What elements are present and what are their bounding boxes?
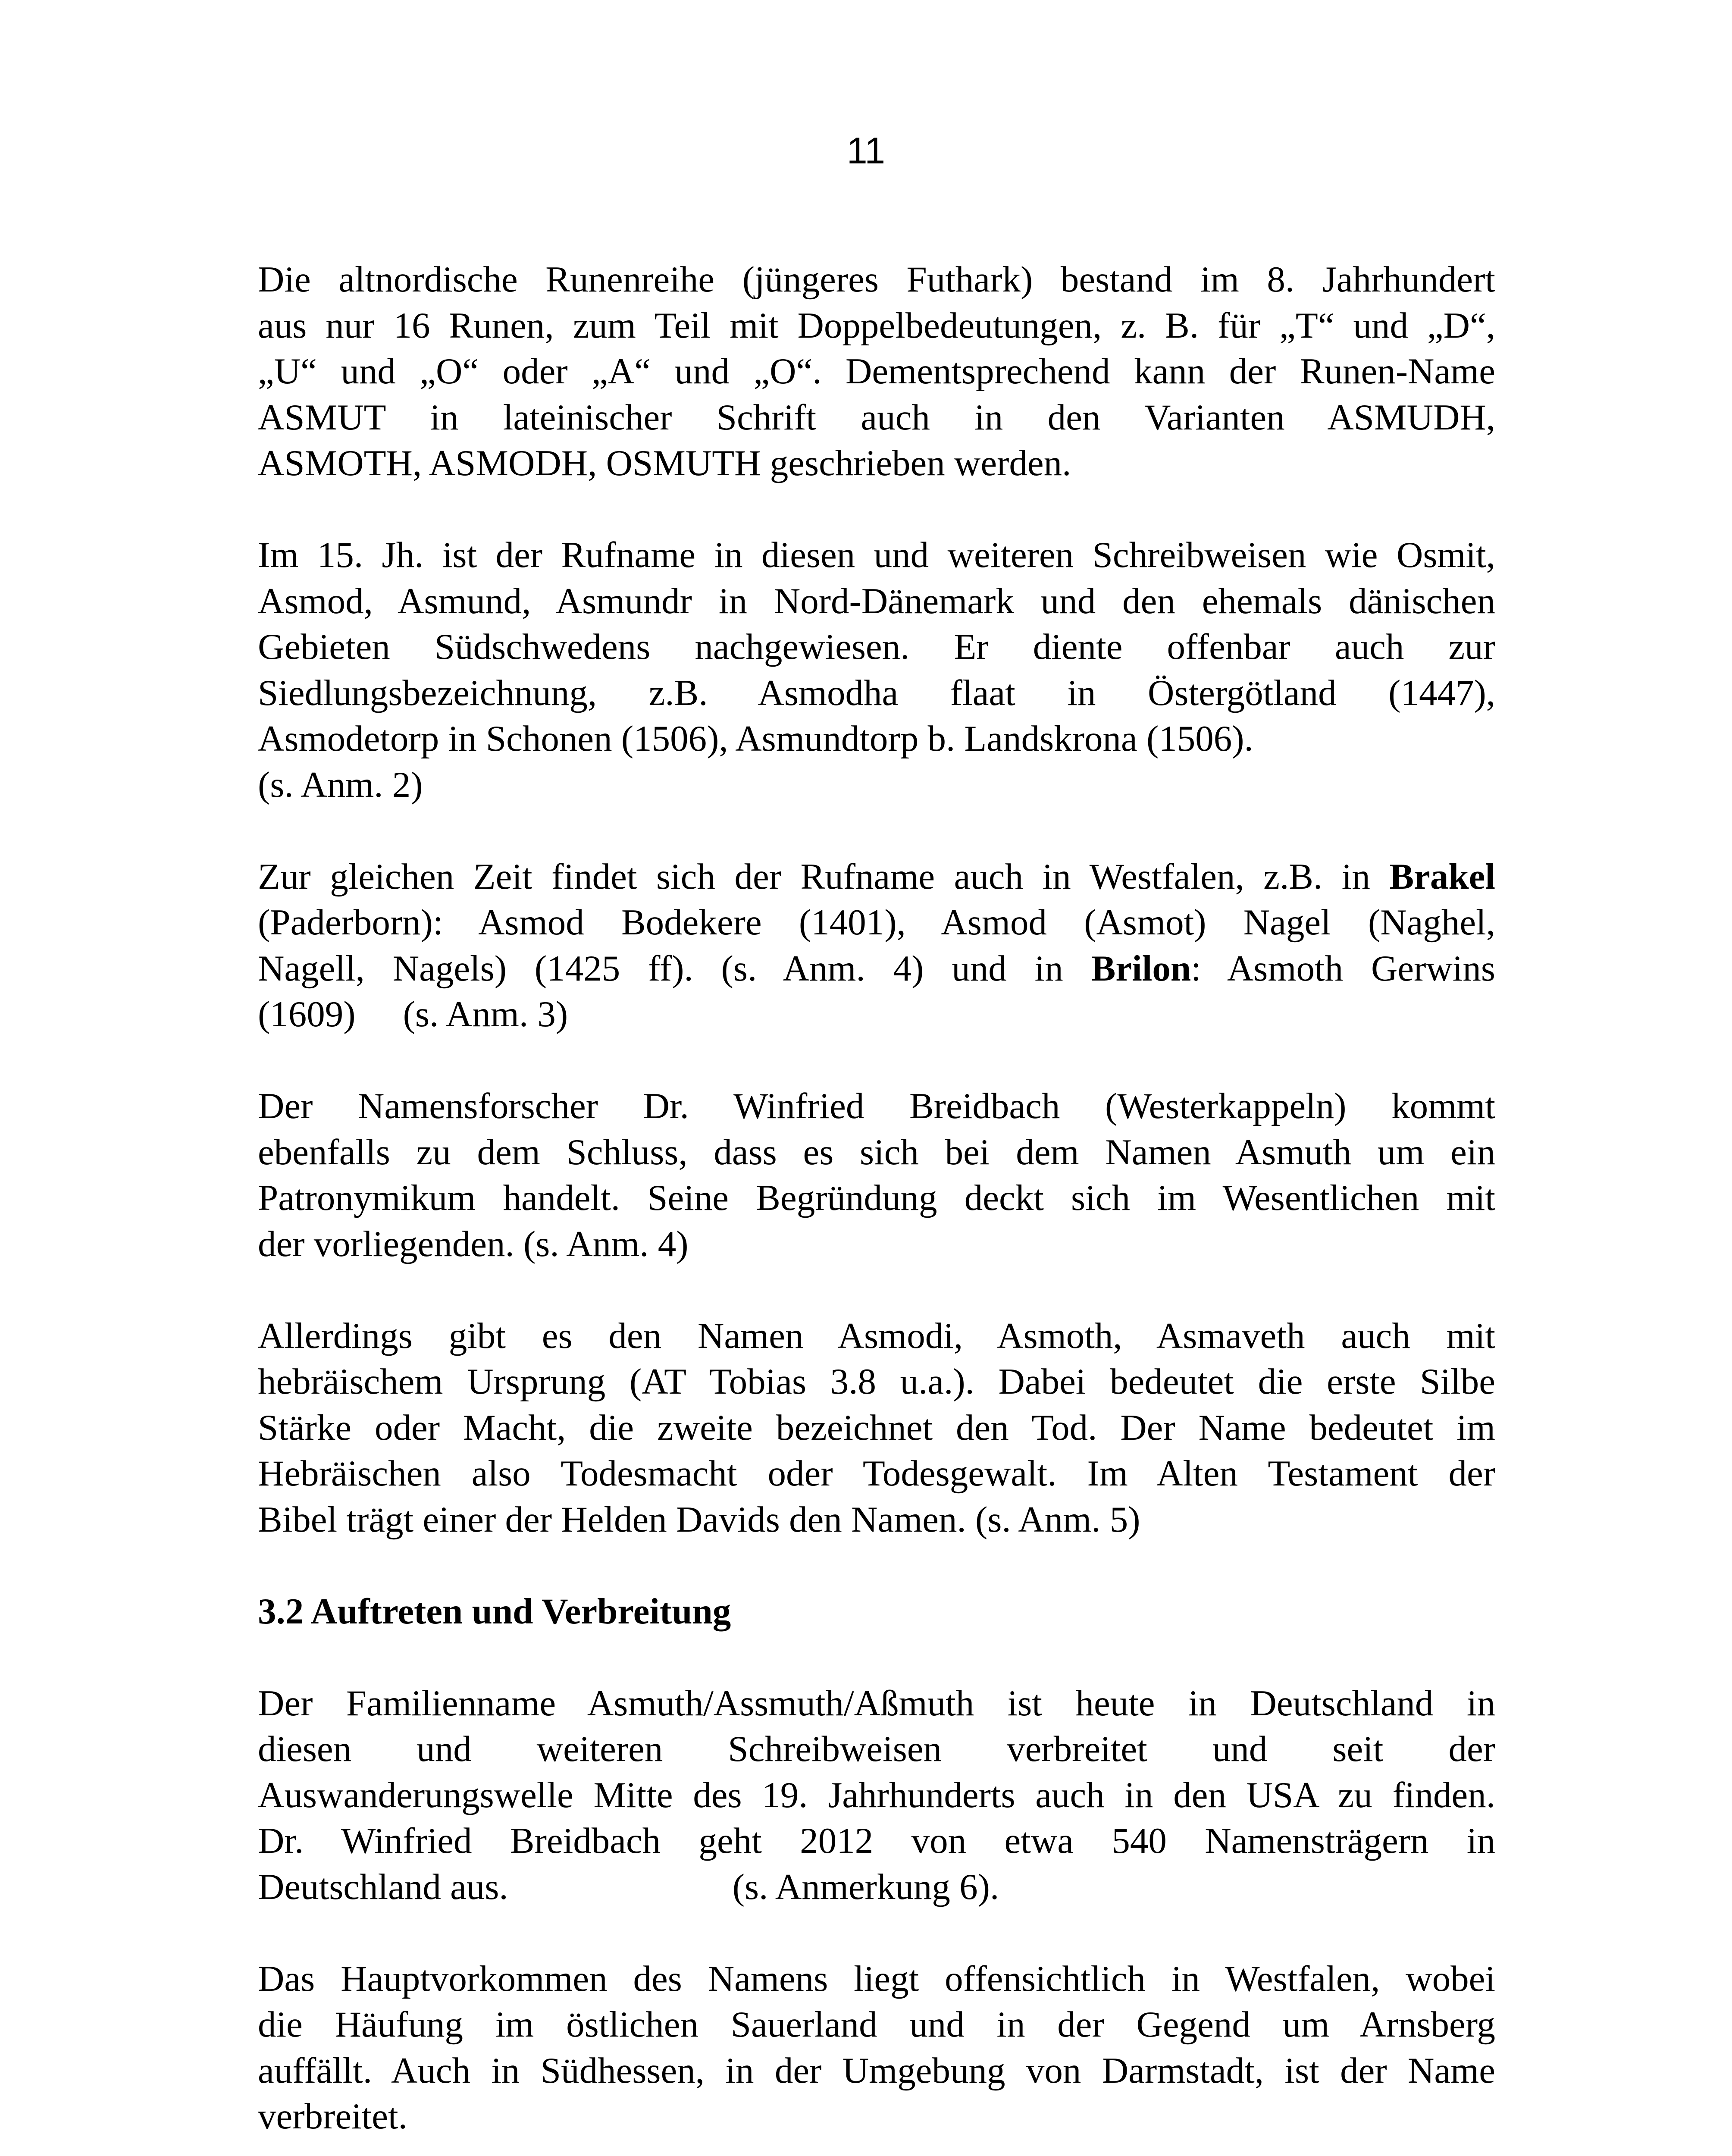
paragraph-westfalen (258, 854, 1495, 1037)
text-line: verbreitet. (258, 2096, 407, 2137)
text-line: die Häufung im östlichen Sauerland und in der Gegend um Arnsberg (258, 2004, 1495, 2045)
text-line: Asmodetorp in Schonen (1506), Asmundtorp b. Landskrona (1506). (258, 718, 1253, 759)
text-line: Patronymikum handelt. Seine Begründung deckt sich im Wesentlichen mit (258, 1178, 1495, 1218)
text-line: Allerdings gibt es den Namen Asmodi, Asmoth, Asmaveth auch mit (258, 1315, 1495, 1356)
text-line: ebenfalls zu dem Schluss, dass es sich bei dem Namen Asmuth um ein (258, 1131, 1495, 1172)
text-line: Hebräischen also Todesmacht oder Todesgewalt. Im Alten Testament der (258, 1453, 1495, 1494)
text-line (258, 946, 1495, 992)
text-line: der vorliegenden. (s. Anm. 4) (258, 1223, 689, 1264)
text-line: Die altnordische Runenreihe (jüngeres Futhark) bestand im 8. Jahrhundert (258, 259, 1495, 300)
paragraph-breidbach (258, 1083, 1495, 1267)
text-line (258, 854, 1495, 900)
text-line: Das Hauptvorkommen des Namens liegt offensichtlich in Westfalen, wobei (258, 1958, 1495, 1999)
text-line (258, 1864, 1495, 1910)
text-segment: (1609) (258, 994, 356, 1034)
place-name-brakel: Brakel (1389, 856, 1495, 897)
text-line: Der Familienname Asmuth/Assmuth/Aßmuth ist heute in Deutschland in (258, 1683, 1495, 1724)
text-line: hebräischem Ursprung (AT Tobias 3.8 u.a.). Dabei bedeutet die erste Silbe (258, 1361, 1495, 1402)
text-line: auffällt. Auch in Südhessen, in der Umgebung von Darmstadt, ist der Name (258, 2050, 1495, 2091)
text-line: diesen und weiteren Schreibweisen verbreitet und seit der (258, 1729, 1495, 1769)
paragraph-family-name (258, 1680, 1495, 1910)
text-segment: Nagell, Nagels) (1425 ff). (s. Anm. 4) und in (258, 948, 1063, 989)
text-line: „U“ und „O“ oder „A“ und „O“. Dementsprechend kann der Runen-Name (258, 351, 1495, 392)
text-line: ASMOTH, ASMODH, OSMUTH geschrieben werden. (258, 443, 1071, 483)
text-line: Im 15. Jh. ist der Rufname in diesen und weiteren Schreibweisen wie Osmit, (258, 535, 1495, 575)
text-line: Asmod, Asmund, Asmundr in Nord-Dänemark und den ehemals dänischen (258, 580, 1495, 621)
text-line: Der Namensforscher Dr. Winfried Breidbach (Westerkappeln) kommt (258, 1086, 1495, 1126)
page-body (258, 257, 1495, 2156)
paragraph-main-occurrence (258, 1956, 1495, 2140)
text-line: aus nur 16 Runen, zum Teil mit Doppelbedeutungen, z. B. für „T“ und „D“, (258, 305, 1495, 346)
paragraph-15th-century (258, 532, 1495, 808)
place-name-brilon: Brilon (1091, 948, 1191, 989)
paragraph-hebrew-origin (258, 1313, 1495, 1543)
text-segment: : Asmoth Gerwins (1191, 948, 1495, 989)
text-segment: (s. Anmerkung 6). (732, 1866, 999, 1907)
section-heading: 3.2 Auftreten und Verbreitung (258, 1591, 731, 1632)
text-line: Stärke oder Macht, die zweite bezeichnet den Tod. Der Name bedeutet im (258, 1407, 1495, 1448)
text-line: ASMUT in lateinischer Schrift auch in den Varianten ASMUDH, (258, 397, 1495, 438)
text-segment: (s. Anm. 3) (403, 994, 568, 1034)
text-line: Bibel trägt einer der Helden Davids den Namen. (s. Anm. 5) (258, 1499, 1140, 1540)
paragraph-runes (258, 257, 1495, 486)
text-line: Dr. Winfried Breidbach geht 2012 von etwa 540 Namensträgern in (258, 1821, 1495, 1861)
text-line: Auswanderungswelle Mitte des 19. Jahrhunderts auch in den USA zu finden. (258, 1774, 1495, 1815)
page-number: 11 (846, 130, 886, 172)
text-segment: Deutschland aus. (258, 1866, 508, 1907)
text-line (258, 991, 1495, 1037)
text-line: (s. Anm. 2) (258, 764, 423, 805)
text-line: (Paderborn): Asmod Bodekere (1401), Asmod (Asmot) Nagel (Naghel, (258, 902, 1495, 943)
text-segment: Zur gleichen Zeit findet sich der Rufname auch in Westfalen, z.B. in (258, 856, 1370, 897)
text-line: Gebieten Südschwedens nachgewiesen. Er diente offenbar auch zur (258, 627, 1495, 667)
text-line: Siedlungsbezeichnung, z.B. Asmodha flaat in Östergötland (1447), (258, 672, 1495, 713)
